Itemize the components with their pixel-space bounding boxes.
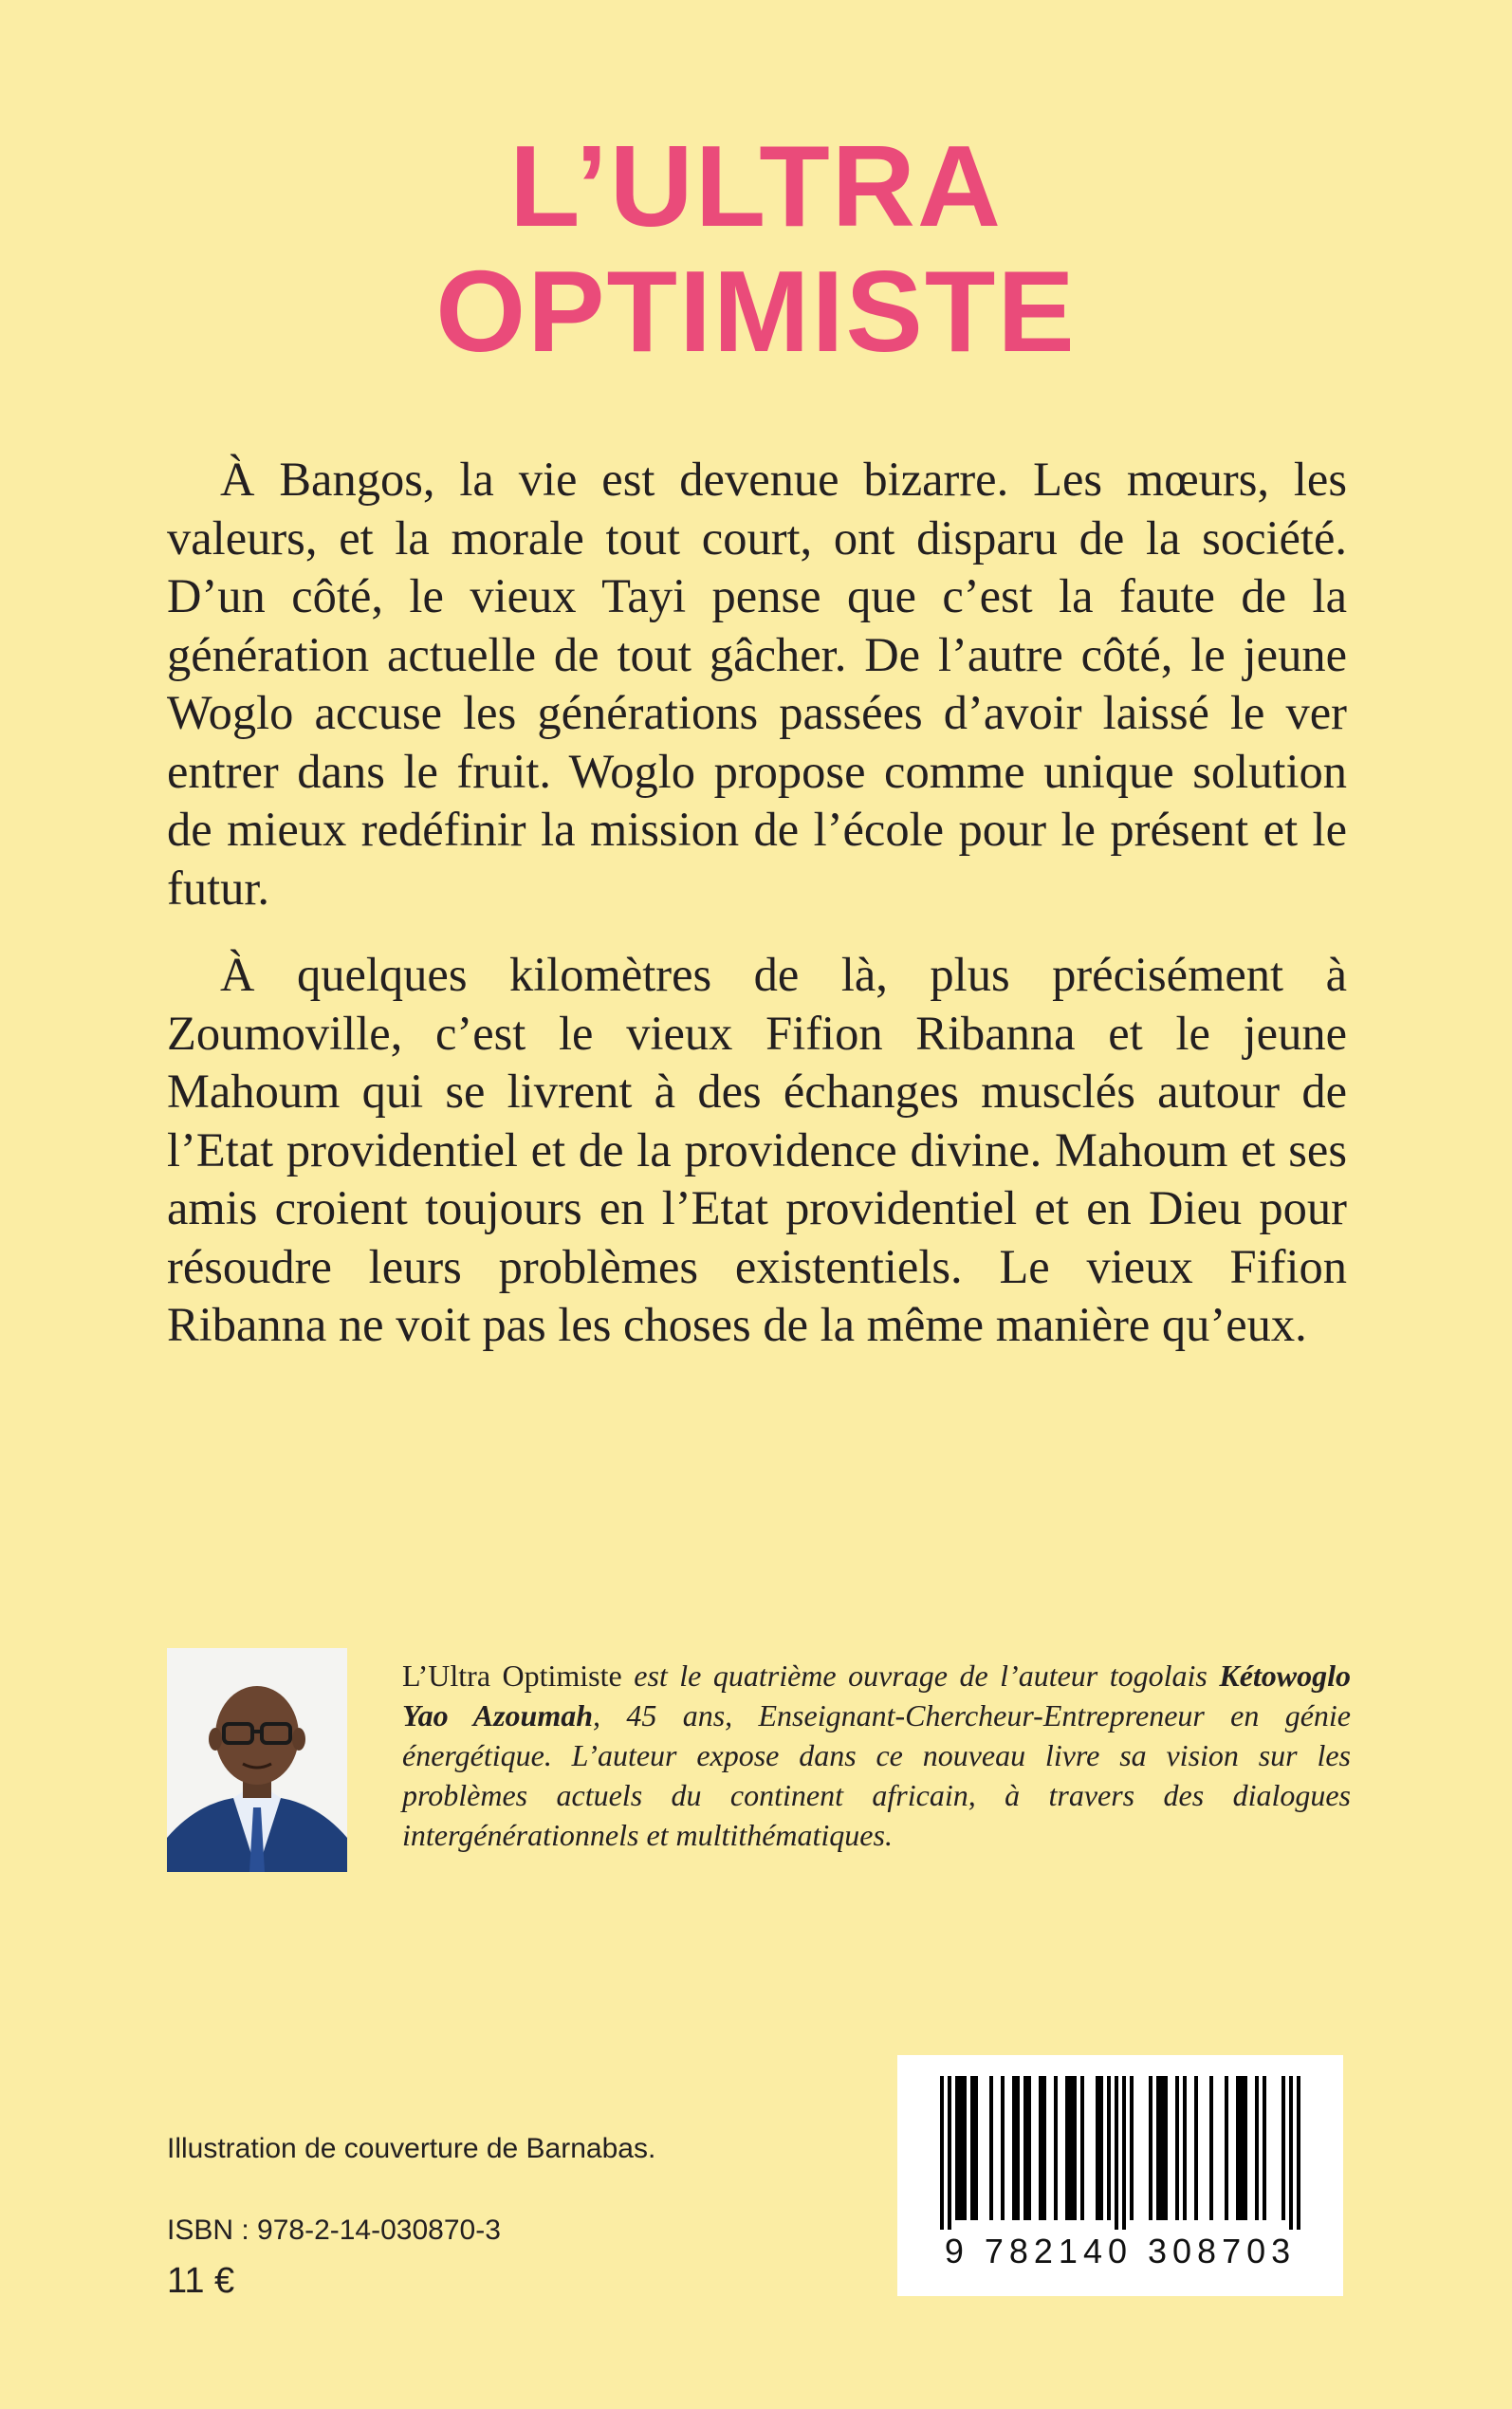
barcode-bar [1156,2076,1160,2220]
barcode-bar [974,2076,978,2220]
barcode-bar [1164,2076,1168,2220]
author-portrait-icon [167,1648,347,1872]
author-bio [402,1656,1351,1855]
barcode-bar [1080,2076,1084,2220]
barcode-bar [970,2076,974,2220]
barcode-bar [1194,2076,1198,2220]
barcode-bar [1027,2076,1031,2220]
barcode-bar [1225,2076,1228,2220]
barcode-bar [1012,2076,1016,2220]
barcode-bar [1107,2076,1111,2220]
barcode-bar [1289,2076,1293,2230]
title-line-1: L’ULTRA [509,121,1003,250]
barcode-bar [1096,2076,1099,2220]
barcode-bar [1240,2076,1244,2220]
barcode-bar [1054,2076,1058,2220]
barcode-bar [1073,2076,1077,2220]
barcode-bar [955,2076,959,2220]
barcode-bar [1263,2076,1266,2220]
barcode-bar [1115,2076,1118,2230]
cover-credit: Illustration de couverture de Barnabas. [167,2133,656,2164]
barcode-bar [1042,2076,1046,2220]
barcode-digits: 9 782140 308703 [944,2232,1297,2270]
barcode-bar [1209,2076,1213,2220]
barcode-bar [1001,2076,1005,2220]
author-name: Kétowoglo Yao Azoumah [402,1659,1352,1733]
barcode-bar [948,2076,951,2230]
price: 11 € [167,2261,235,2301]
barcode-bar [1023,2076,1027,2220]
barcode-bars [897,2055,1343,2235]
barcode-bar [959,2076,963,2220]
barcode-bar [1183,2076,1187,2220]
barcode-bar [1039,2076,1042,2220]
summary-paragraph-1: À Bangos, la vie est devenue bizarre. Les mœurs, les valeurs, et la morale tout court, ont disparu de la société. D’un côté, le vieux Tayi pense que c’est la faute de la génération actuelle de tout gâcher. De l’autre côté, le jeune Woglo accuse les générations passées d’avoir laissé le ver entrer dans le fruit. Woglo propose comme unique solution de mieux redéfinir la mission de l’école pour le présent et le futur. [167,453,1347,915]
barcode-bar [989,2076,993,2220]
barcode-bar [1297,2076,1300,2230]
barcode-bar [1244,2076,1247,2220]
barcode-bar [1099,2076,1103,2220]
summary-paragraph-2: À quelques kilomètres de là, plus précisément à Zoumoville, c’est le vieux Fifion Ribanna et le jeune Mahoum qui se livrent à des échanges musclés autour de l’Etat providentiel et de la providence divine. Mahoum et ses amis croient toujours en l’Etat providentiel et en Dieu pour résoudre leurs problèmes existentiels. Le vieux Fifion Ribanna ne voit pas les choses de la même manière qu’eux. [167,948,1347,1351]
bio-book-title: L’Ultra Optimiste [402,1659,622,1693]
barcode-bar [1130,2076,1134,2220]
barcode-bar [1255,2076,1259,2220]
barcode-bar [940,2076,944,2230]
barcode-bar [1175,2076,1179,2220]
barcode-bar [1016,2076,1020,2220]
barcode [897,2055,1343,2296]
author-photo [167,1648,347,1872]
barcode-bar [1069,2076,1073,2220]
barcode-bar [1236,2076,1240,2220]
barcode-bar [1122,2076,1126,2230]
barcode-bar [1160,2076,1164,2220]
barcode-bar [1282,2076,1285,2220]
bio-intro: est le quatrième ouvrage de l’auteur togolais [634,1659,1208,1693]
isbn: ISBN : 978-2-14-030870-3 [167,2214,501,2246]
barcode-bar [1065,2076,1069,2220]
barcode-bar [1149,2076,1152,2220]
title-line-2: OPTIMISTE [435,247,1077,376]
book-title [0,123,1512,374]
barcode-bar [963,2076,967,2220]
bio-rest: , 45 ans, Enseignant-Chercheur-Entrepreneur en génie énergétique. L’auteur expose dans ce nouveau livre sa vision sur les problèmes actuels du continent africain, à travers des dialogues intergénérationnels et multithématiques. [402,1698,1352,1852]
